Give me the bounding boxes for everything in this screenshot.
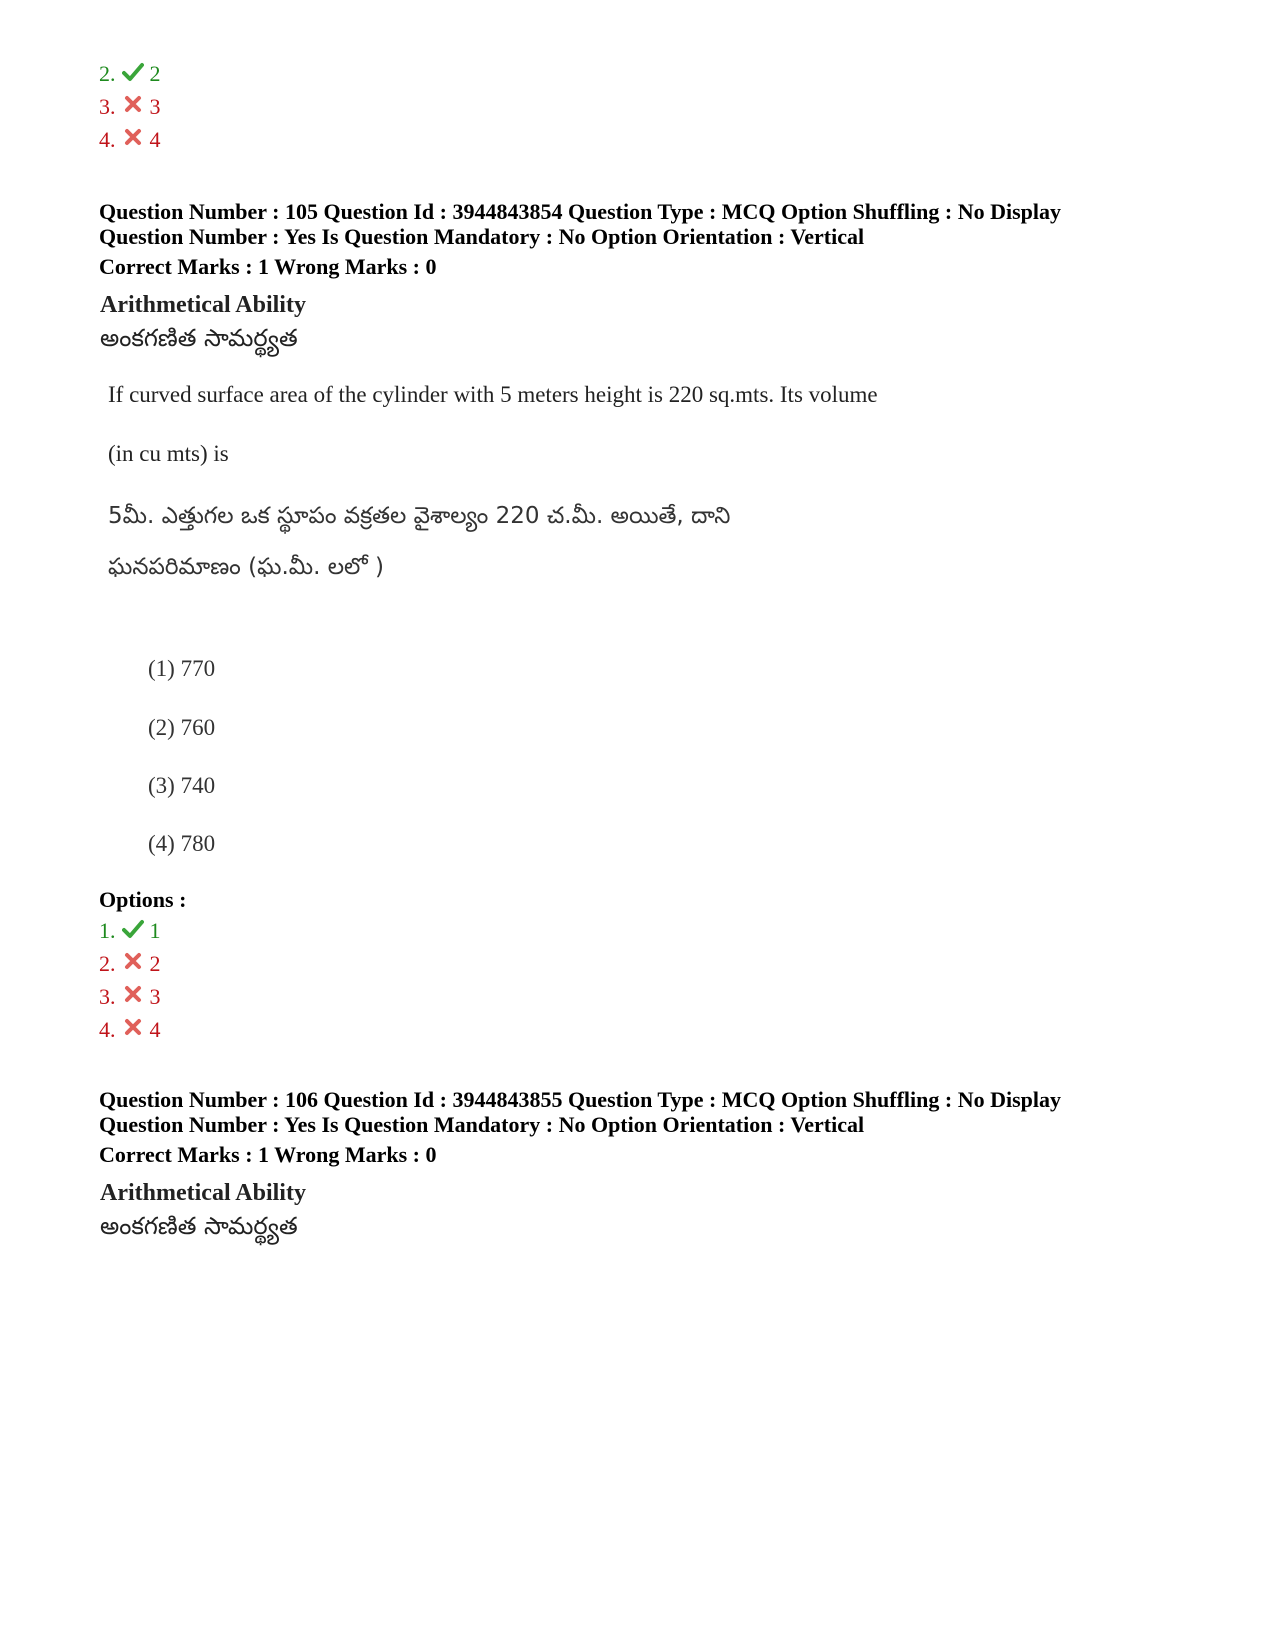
q105-choice-3: (3) 740 [148, 773, 216, 798]
option-number: 1. [99, 918, 116, 943]
option-value: 4 [149, 127, 161, 152]
q105-option-1 [99, 918, 161, 944]
option-value: 3 [149, 984, 161, 1009]
q106-meta-line1: Question Number : 106 Question Id : 3944843855 Question Type : MCQ Option Shuffling : No Display [99, 1087, 1062, 1112]
option-number: 2. [99, 61, 116, 86]
cross-icon [122, 95, 144, 115]
check-icon [122, 62, 144, 82]
q106-marks: Correct Marks : 1 Wrong Marks : 0 [99, 1142, 437, 1167]
cross-icon [122, 128, 144, 148]
cross-icon [122, 952, 144, 972]
option-number: 3. [99, 94, 116, 119]
option-number: 3. [99, 984, 116, 1009]
q105-subject-te: అంకగణిత సామర్థ్యత [100, 324, 298, 352]
option-number: 4. [99, 127, 116, 152]
cross-icon [122, 985, 144, 1005]
q105-question-te-line2: ఘనపరిమాణం (ఘ.మీ. లలో ) [108, 554, 384, 580]
option-number: 4. [99, 1017, 116, 1042]
q105-option-3 [99, 984, 161, 1010]
option-number: 2. [99, 951, 116, 976]
q105-meta-line2: Question Number : Yes Is Question Mandatory : No Option Orientation : Vertical [99, 224, 865, 249]
q105-choice-1: (1) 770 [148, 656, 216, 681]
prev-option-2 [99, 61, 161, 87]
option-value: 1 [149, 918, 161, 943]
q105-meta-line1: Question Number : 105 Question Id : 3944843854 Question Type : MCQ Option Shuffling : No Display [99, 199, 1062, 224]
q105-question-en-line1: If curved surface area of the cylinder with 5 meters height is 220 sq.mts. Its volume [108, 382, 878, 407]
prev-option-4 [99, 127, 161, 153]
cross-icon [122, 1018, 144, 1038]
option-value: 4 [149, 1017, 161, 1042]
q105-question-en-line2: (in cu mts) is [108, 441, 229, 466]
prev-option-3 [99, 94, 161, 120]
check-icon [122, 919, 144, 939]
option-value: 3 [149, 94, 161, 119]
q105-option-2 [99, 951, 161, 977]
q105-choice-2: (2) 760 [148, 715, 216, 740]
option-value: 2 [149, 61, 161, 86]
q106-subject-en: Arithmetical Ability [100, 1180, 306, 1206]
q105-subject-en: Arithmetical Ability [100, 292, 306, 318]
q105-marks: Correct Marks : 1 Wrong Marks : 0 [99, 254, 437, 279]
q105-option-4 [99, 1017, 161, 1043]
q105-options-label: Options : [99, 887, 187, 912]
q105-question-te-line1: 5మీ. ఎత్తుగల ఒక స్థూపం వక్రతల వైశాల్యం 220 చ.మీ. అయితే, దాని [108, 503, 731, 529]
q106-subject-te: అంకగణిత సామర్థ్యత [100, 1212, 298, 1240]
option-value: 2 [149, 951, 161, 976]
q105-choice-4: (4) 780 [148, 831, 216, 856]
q106-meta-line2: Question Number : Yes Is Question Mandatory : No Option Orientation : Vertical [99, 1112, 865, 1137]
